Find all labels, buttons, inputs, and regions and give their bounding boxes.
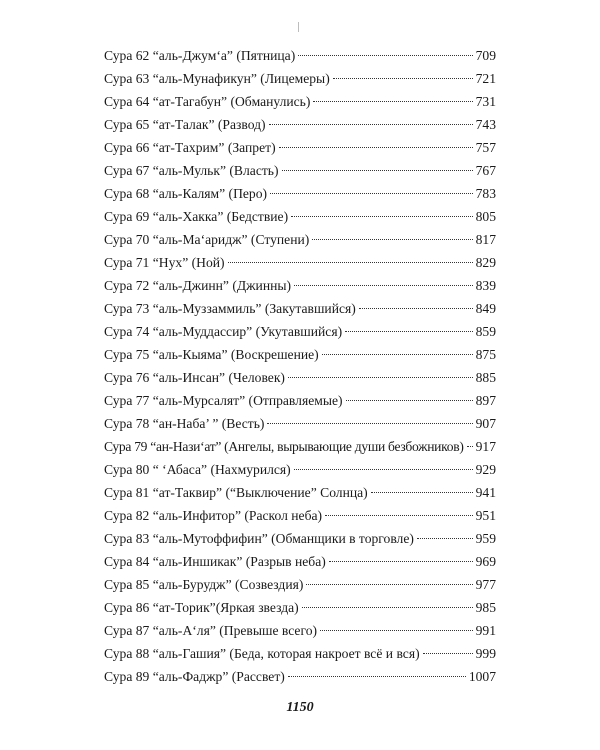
dot-leader (467, 446, 473, 447)
entry-page-number: 859 (475, 324, 496, 339)
dot-leader (313, 101, 472, 102)
entry-title: Сура 83 “аль-Мутоффифин” (Обманщики в торговле) (104, 531, 414, 546)
dot-leader (270, 193, 473, 194)
entry-page-number: 969 (475, 554, 496, 569)
entry-title: Сура 63 “аль-Мунафикун” (Лицемеры) (104, 71, 330, 86)
entry-page-number: 1007 (468, 669, 496, 684)
entry-title: Сура 80 “ ‘Абаса” (Нахмурился) (104, 462, 291, 477)
entry-title: Сура 69 “аль-Хакка” (Бедствие) (104, 209, 289, 224)
entry-title: Сура 85 “аль-Бурудж” (Созвездия) (104, 577, 304, 592)
dot-leader (294, 469, 473, 470)
entry-page-number: 999 (475, 646, 496, 661)
entry-page-number: 897 (475, 393, 496, 408)
entry-title: Сура 64 “ат-Тагабун” (Обманулись) (104, 94, 311, 109)
dot-leader (291, 216, 473, 217)
entry-title: Сура 88 “аль-Гашия” (Беда, которая накроет всё и вся) (104, 646, 420, 661)
entry-page-number: 929 (475, 462, 496, 477)
toc-entry (104, 205, 496, 228)
entry-page-number: 985 (475, 600, 496, 615)
dot-leader (322, 354, 473, 355)
entry-title: Сура 65 “ат-Талак” (Развод) (104, 117, 266, 132)
dot-leader (302, 607, 473, 608)
entry-page-number: 991 (475, 623, 496, 638)
entry-title: Сура 71 “Нух” (Ной) (104, 255, 225, 270)
entry-page-number: 907 (475, 416, 496, 431)
entry-page-number: 805 (475, 209, 496, 224)
toc-entry (104, 550, 496, 573)
toc-entry (104, 366, 496, 389)
dot-leader (288, 676, 466, 677)
entry-page-number: 849 (475, 301, 496, 316)
toc-entry (104, 182, 496, 205)
entry-title: Сура 70 “аль-Ма‘аридж” (Ступени) (104, 232, 310, 247)
entry-title: Сура 86 “ат-Торик”(Яркая звезда) (104, 600, 299, 615)
dot-leader (346, 400, 473, 401)
dot-leader (359, 308, 473, 309)
entry-page-number: 839 (475, 278, 496, 293)
entry-title: Сура 68 “аль-Калям” (Перо) (104, 186, 268, 201)
entry-page-number: 917 (475, 439, 496, 454)
entry-title: Сура 66 “ат-Тахрим” (Запрет) (104, 140, 276, 155)
entry-page-number: 757 (475, 140, 496, 155)
entry-title: Сура 73 “аль-Муззаммиль” (Закутавшийся) (104, 301, 356, 316)
entry-title: Сура 62 “аль-Джум‘а” (Пятница) (104, 48, 296, 63)
toc-entry (104, 458, 496, 481)
dot-leader (306, 584, 472, 585)
toc-entry (104, 274, 496, 297)
dot-leader (329, 561, 473, 562)
dot-leader (320, 630, 473, 631)
toc-entry (104, 504, 496, 527)
entry-page-number: 731 (475, 94, 496, 109)
entry-page-number: 709 (475, 48, 496, 63)
entry-page-number: 941 (475, 485, 496, 500)
entry-title: Сура 87 “аль-А‘ля” (Превыше всего) (104, 623, 318, 638)
gutter-mark (298, 22, 299, 32)
toc-entry (104, 642, 496, 665)
toc-entry (104, 297, 496, 320)
toc-entry (104, 665, 496, 688)
toc-entry (104, 481, 496, 504)
entry-page-number: 767 (475, 163, 496, 178)
dot-leader (417, 538, 473, 539)
entry-page-number: 875 (475, 347, 496, 362)
entry-page-number: 829 (475, 255, 496, 270)
entry-title: Сура 74 “аль-Муддассир” (Укутавшийся) (104, 324, 343, 339)
entry-title: Сура 78 “ан-Наба’ ” (Весть) (104, 416, 265, 431)
entry-page-number: 817 (475, 232, 496, 247)
toc-entry (104, 67, 496, 90)
dot-leader (267, 423, 472, 424)
entry-title: Сура 84 “аль-Иншикак” (Разрыв неба) (104, 554, 326, 569)
dot-leader (423, 653, 473, 654)
dot-leader (345, 331, 472, 332)
entry-page-number: 959 (475, 531, 496, 546)
dot-leader (228, 262, 473, 263)
dot-leader (371, 492, 473, 493)
dot-leader (298, 55, 472, 56)
toc-entry (104, 113, 496, 136)
toc-entry (104, 343, 496, 366)
toc-entry (104, 527, 496, 550)
dot-leader (279, 147, 473, 148)
entry-title: Сура 89 “аль-Фаджр” (Рассвет) (104, 669, 285, 684)
entry-page-number: 783 (475, 186, 496, 201)
entry-title: Сура 76 “аль-Инсан” (Человек) (104, 370, 285, 385)
dot-leader (312, 239, 472, 240)
entry-page-number: 721 (475, 71, 496, 86)
entry-title: Сура 79 “ан-Нази‘ат” (Ангелы, вырывающие души безбожников) (104, 439, 464, 454)
toc-entry (104, 251, 496, 274)
dot-leader (288, 377, 473, 378)
dot-leader (282, 170, 473, 171)
toc-entry (104, 228, 496, 251)
dot-leader (269, 124, 473, 125)
entry-title: Сура 75 “аль-Кыяма” (Воскрешение) (104, 347, 319, 362)
toc-entry (104, 159, 496, 182)
entry-title: Сура 82 “аль-Инфитор” (Раскол неба) (104, 508, 323, 523)
entry-title: Сура 81 “ат-Таквир” (“Выключение” Солнца) (104, 485, 368, 500)
toc-entry (104, 619, 496, 642)
toc-entry (104, 412, 496, 435)
toc-entry (104, 320, 496, 343)
entry-page-number: 977 (475, 577, 496, 592)
dot-leader (325, 515, 473, 516)
table-of-contents (104, 44, 496, 688)
entry-page-number: 743 (475, 117, 496, 132)
toc-entry (104, 90, 496, 113)
toc-entry (104, 44, 496, 67)
toc-entry (104, 596, 496, 619)
toc-entry (104, 136, 496, 159)
entry-page-number: 951 (475, 508, 496, 523)
toc-entry (104, 389, 496, 412)
entry-title: Сура 77 “аль-Мурсалят” (Отправляемые) (104, 393, 343, 408)
entry-title: Сура 72 “аль-Джинн” (Джинны) (104, 278, 292, 293)
entry-page-number: 885 (475, 370, 496, 385)
dot-leader (294, 285, 473, 286)
toc-entry (104, 573, 496, 596)
toc-entry (104, 435, 496, 458)
dot-leader (333, 78, 473, 79)
page-number: 1150 (286, 700, 314, 715)
entry-title: Сура 67 “аль-Мульк” (Власть) (104, 163, 279, 178)
